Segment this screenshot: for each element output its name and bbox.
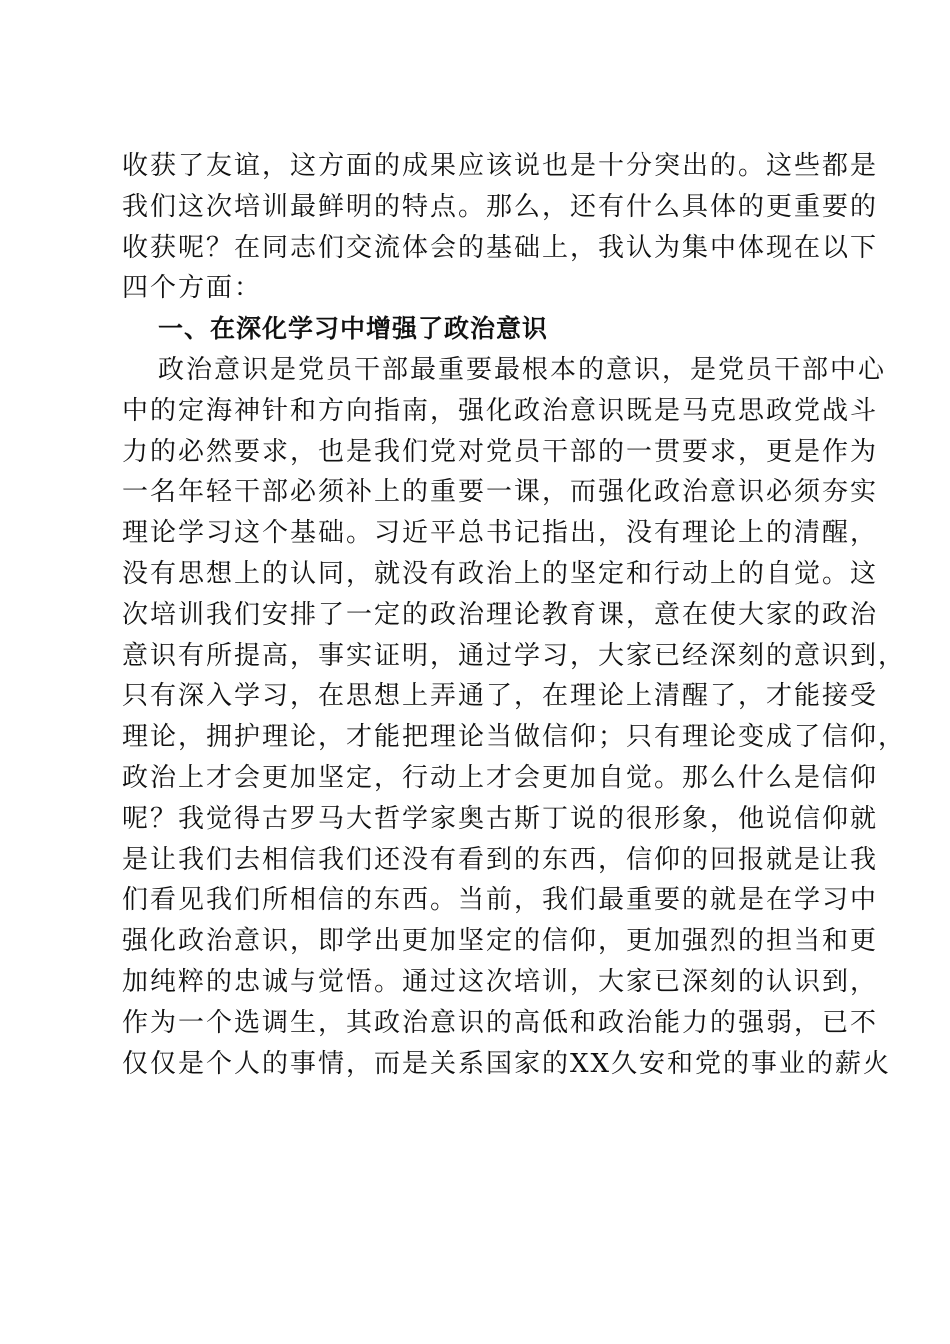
section-heading: 一、在深化学习中增强了政治意识 (158, 314, 549, 344)
paragraph-line: 收获了友谊，这方面的成果应该说也是十分突出的。这些都是 (122, 151, 879, 181)
paragraph-line: 仅仅是个人的事情，而是关系国家的XX久安和党的事业的薪火 (122, 1048, 892, 1079)
paragraph-line: 力的必然要求，也是我们党对党员干部的一贯要求，更是作为 (122, 436, 879, 467)
paragraph-line: 收获呢？在同志们交流体会的基础上，我认为集中体现在以下 (122, 232, 879, 263)
paragraph-line: 意识有所提高，事实证明，通过学习，大家已经深刻的意识到， (122, 640, 907, 671)
paragraph-line: 中的定海神针和方向指南，强化政治意识既是马克思政党战斗 (122, 395, 879, 426)
paragraph-line: 政治意识是党员干部最重要最根本的意识，是党员干部中心 (158, 354, 887, 385)
paragraph-line: 们看见我们所相信的东西。当前，我们最重要的就是在学习中 (122, 885, 879, 916)
paragraph-line: 只有深入学习，在思想上弄通了，在理论上清醒了，才能接受 (122, 681, 879, 712)
paragraph-line: 加纯粹的忠诚与觉悟。通过这次培训，大家已深刻的认识到， (122, 966, 879, 997)
paragraph-line: 次培训我们安排了一定的政治理论教育课，意在使大家的政治 (122, 599, 879, 630)
document-body (122, 146, 907, 1084)
paragraph-line: 四个方面： (122, 273, 263, 304)
paragraph-line: 政治上才会更加坚定，行动上才会更加自觉。那么什么是信仰 (122, 762, 879, 793)
paragraph-line: 是让我们去相信我们还没有看到的东西，信仰的回报就是让我 (122, 844, 879, 875)
paragraph-line: 强化政治意识，即学出更加坚定的信仰，更加强烈的担当和更 (122, 926, 879, 957)
paragraph-line: 呢？我觉得古罗马大哲学家奥古斯丁说的很形象，他说信仰就 (122, 803, 879, 834)
paragraph-line: 理论学习这个基础。习近平总书记指出，没有理论上的清醒， (122, 518, 879, 549)
paragraph-line: 作为一个选调生，其政治意识的高低和政治能力的强弱，已不 (122, 1007, 879, 1038)
paragraph-line: 没有思想上的认同，就没有政治上的坚定和行动上的自觉。这 (122, 558, 879, 589)
paragraph-line: 我们这次培训最鲜明的特点。那么，还有什么具体的更重要的 (122, 191, 879, 222)
paragraph-line: 一名年轻干部必须补上的重要一课，而强化政治意识必须夯实 (122, 477, 879, 508)
paragraph-line: 理论，拥护理论，才能把理论当做信仰；只有理论变成了信仰， (122, 722, 907, 753)
